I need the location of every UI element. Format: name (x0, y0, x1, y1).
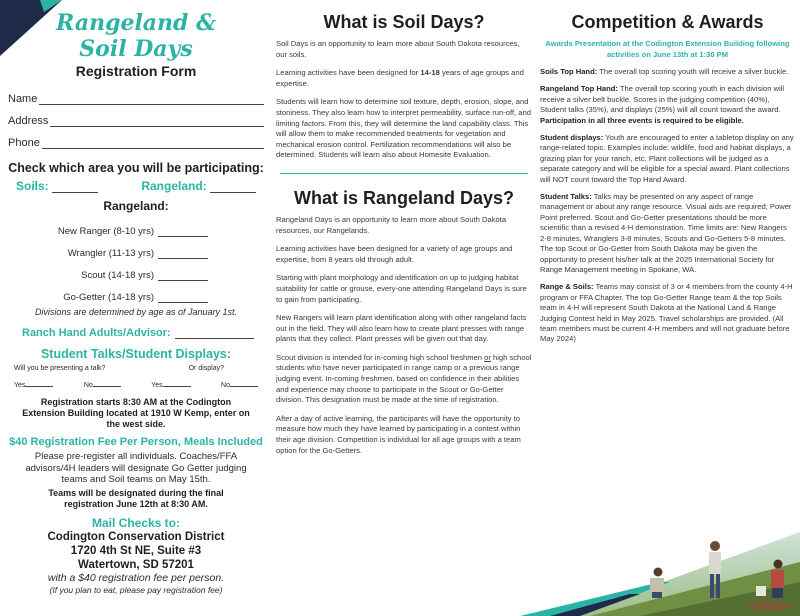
rangeland-top-hand: Rangeland Top Hand: The overall top scoring youth in each division will receive a silver belt buckle. Scores in the judging competition (40%), Student talks (35%), and displays (25%) will all count toward the award. Participation in all three events is required to be eligible. (540, 84, 785, 125)
info-column (270, 0, 532, 616)
participation-heading: Check which area you will be participating: (8, 161, 264, 175)
rangeland-label: Rangeland: (141, 179, 207, 193)
address-line3: Watertown, SD 57201 (78, 558, 194, 571)
registration-column (8, 0, 264, 616)
student-displays: Student displays: Youth are encouraged to enter a tabletop display on any range-related topic. Examples include: wildlife, food and habitat displays, a grazing plan for your ranch, etc. Plant collections will be judged as a separate category and will be eligible for a special award. Plant collections will NOT count toward the Top Hand Award. (540, 133, 794, 184)
address-line1: Codington Conservation District (47, 530, 225, 543)
soils-top-hand: Soils Top Hand: The overall top scoring youth will receive a silver buckle. (540, 67, 789, 76)
division-label: Scout (14-18 yrs) (81, 270, 154, 281)
mail-checks-heading: Mail Checks to: (91, 515, 181, 530)
display-yes[interactable]: Yes (151, 380, 190, 389)
division-blank[interactable] (158, 227, 208, 237)
competition-title: Competition & Awards (571, 12, 764, 32)
rangeland-days-new-rangers: New Rangers will learn plant identification along with other rangeland facts out in the field. They will also learn how to create plant presses with range plants that they collect. Plant presses will be given out that day. (276, 313, 527, 344)
yes-no-row (8, 380, 264, 389)
name-line[interactable] (39, 93, 264, 105)
rangeland-days-intro: Rangeland Days is an opportunity to learn more about South Dakota resources, our Rangelands. (276, 214, 507, 235)
phone-field[interactable] (8, 127, 264, 149)
presentation-questions (8, 365, 264, 372)
division-wrangler[interactable] (8, 237, 264, 259)
meal-note: (If you plan to eat, please pay registration fee) (49, 584, 223, 595)
rangeland-days-morphology: Starting with plant morphology and identification on up to judging habitat suitability for cattle or grouse, every-one attending Rangeland Days is sure to gain from participating. (276, 273, 527, 304)
soils-blank[interactable] (52, 181, 98, 193)
preregister-text: Please pre-register all individuals. Coaches/FFA advisors/4H leaders will designate Go Getter judging teams and Soil teams on May 15th. (25, 451, 247, 485)
teams-designated-text: Teams will be designated during the final registration June 12th at 8:30 AM. (48, 487, 224, 509)
ranch-hand-label: Ranch Hand Adults/Advisor: (22, 327, 171, 339)
range-soils-teams: Range & Soils: Teams may consist of 3 or 4 members from the county 4-H program or FFA Chapter. The top Go-Getter Range team & the top Soils team in 4-H will represent South Dakota at the National Land & Range Judging Contest held in May 2025. Travel scholarships are provided. (All team members must be current 4-H members and will not graduate before May 2024) (540, 282, 793, 344)
talk-yes[interactable]: Yes (14, 380, 53, 389)
fee-note: with a $40 registration fee per person. (47, 571, 225, 584)
contact-fields (8, 83, 264, 149)
rangeland-days-scout: Scout division is intended for in-coming high school freshmen or high school students who have never participated in range camp or a previous range judging event. In-coming freshmen, based on confidence in their abilities and experience may choose to participate in the Scout or Go-Getter division. This designation must be made at the time of registration. (276, 352, 532, 405)
rangeland-blank[interactable] (210, 181, 256, 193)
form-title: Registration Form (75, 63, 197, 79)
division-label: Wrangler (11-13 yrs) (67, 248, 154, 259)
registration-start-text: Registration starts 8:30 AM at the Codington Extension Building located at 1910 W Kemp, enter on the west side. (22, 397, 250, 429)
section-divider (280, 173, 528, 174)
soil-days-intro: Soil Days is an opportunity to learn more about South Dakota resources, our soils. (276, 39, 520, 59)
display-question: Or display? (188, 365, 224, 372)
ranch-hand-blank[interactable] (175, 327, 254, 339)
ranch-hand-field[interactable] (8, 327, 264, 339)
address-label: Address (8, 115, 49, 127)
rangeland-heading: Rangeland: (103, 199, 169, 213)
student-talks: Student Talks: Talks may be presented on any aspect of range management or about any range resource. Visual aids are required; Power Point preferred. Scout and Go-Getter presentations should be more scientific than a revised 4-H demonstration. Time limits are: New Rangers 2-8 minutes, Wranglers 3-8 minutes, Scouts and Go-Getters 5-8 minutes. The top Scout or Go-Getter from South Dakota may be given the opportunity to present his/her talk at the 2025 International Society for Range Management meeting in Spokane, WA. (540, 192, 792, 274)
name-label: Name (8, 93, 38, 105)
talk-no[interactable]: No (84, 380, 121, 389)
division-new-ranger[interactable] (8, 215, 264, 237)
division-go-getter[interactable] (8, 281, 264, 303)
field-photo (520, 512, 800, 616)
phone-line[interactable] (42, 137, 264, 149)
talks-displays-heading: Student Talks/Student Displays: (40, 347, 232, 361)
display-no[interactable]: No (221, 380, 258, 389)
soil-days-learning: Students will learn how to determine soil texture, depth, erosion, slope, and stoniness. They also learn how to interpret permeability, surface run-off, and limiting factors. From this, they will determine the land capability class. This will allow them to make recommended treatments for vegetation and mechanical erosion control. Fertilization recommendations will also be determined. Students will learn also about Homesite Evaluation. (276, 97, 531, 160)
division-scout[interactable] (8, 259, 264, 281)
rangeland-days-title: What is Rangeland Days? (293, 187, 515, 208)
division-label: New Ranger (8-10 yrs) (57, 226, 154, 237)
soil-days-title: What is Soil Days? (323, 12, 485, 32)
event-title-line1: Rangeland & (56, 10, 216, 36)
division-blank[interactable] (158, 293, 208, 303)
name-field[interactable] (8, 83, 264, 105)
division-label: Go-Getter (14-18 yrs) (63, 292, 154, 303)
fee-heading: $40 Registration Fee Per Person, Meals Included (9, 436, 263, 448)
division-list (8, 215, 264, 303)
area-selection (8, 179, 264, 193)
address-field[interactable] (8, 105, 264, 127)
address-line2: 1720 4th St NE, Suite #3 (70, 544, 202, 557)
phone-label: Phone (8, 137, 40, 149)
rangeland-days-ages: Learning activities have been designed for a variety of age groups and expertise, from 8 years old through adult. (276, 244, 513, 264)
division-note: Divisions are determined by age as of January 1st. (34, 307, 238, 317)
present-talk-question: Will you be presenting a talk? (14, 365, 106, 372)
awards-presentation: Awards Presentation at the Codington Extension Building following activities on June 13th at 1:30 PM (545, 39, 790, 59)
soil-days-ages: Learning activities have been designed for 14-18 years of age groups and expertise. (276, 68, 524, 88)
soils-label: Soils: (16, 179, 49, 193)
event-title-line2: Soil Days (79, 36, 193, 62)
division-blank[interactable] (158, 249, 208, 259)
division-blank[interactable] (158, 271, 208, 281)
rangeland-days-contest: After a day of active learning, the participants will have the opportunity to measure how much they have learned by participating in a contest within their age division. Competition is individual for all age groups with a team option for the Go-Getters. (276, 413, 521, 455)
address-line[interactable] (50, 115, 264, 127)
